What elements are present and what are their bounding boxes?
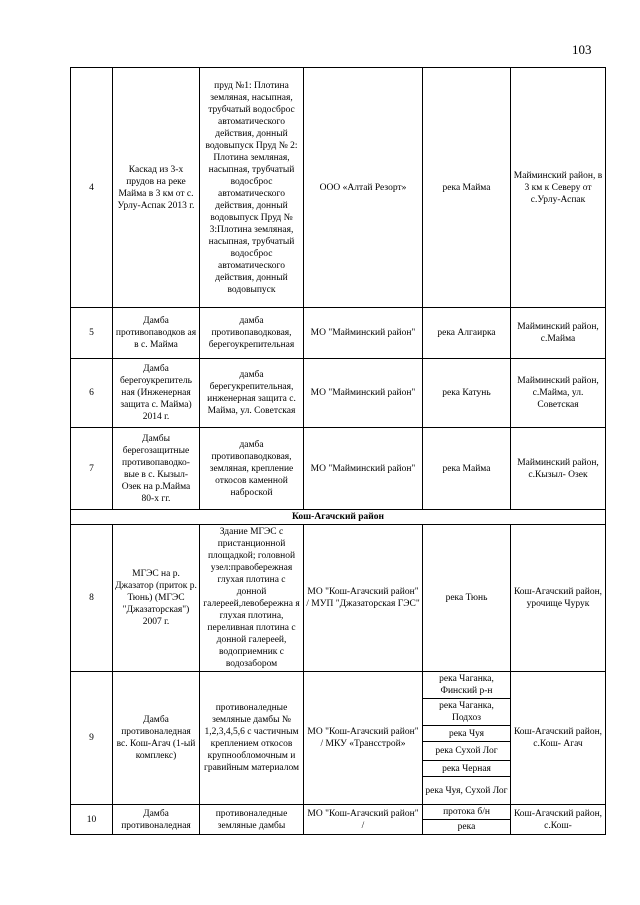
object-owner: МО "Майминский район" [304,428,423,510]
table-row [71,308,606,359]
table-row [71,805,606,820]
region-heading: Кош-Агачский район [71,510,606,525]
river-name: река Катунь [423,359,511,428]
river-name: река Чаганка, Финский р-н [423,672,511,699]
river-name: река Майма [423,428,511,510]
river-name: река Чуя, Сухой Лог [423,777,511,805]
object-location: Майминский район, с.Кызыл- Озек [511,428,606,510]
object-owner: МО "Кош-Агачский район" / МУП "Джазаторская ГЭС" [304,525,423,672]
row-number: 4 [71,68,113,308]
row-number: 8 [71,525,113,672]
object-description: дамба противопаводковая, земляная, крепление откосов каменной наброской [200,428,304,510]
object-description: противоналедные земляные дамбы № 1,2,3,4,5,6 с частичным креплением откосов крупнообломочным и гравийным материалом [200,672,304,805]
object-name: Дамба противоналедная [113,805,200,835]
table-row [71,428,606,510]
row-number: 7 [71,428,113,510]
row-number: 10 [71,805,113,835]
object-location: Майминский район, с.Майма, ул. Советская [511,359,606,428]
object-owner: МО "Кош-Агачский район" / [304,805,423,835]
row-number: 6 [71,359,113,428]
object-description: пруд №1: Плотина земляная, насыпная, трубчатый водосброс автоматического действия, донный водовыпуск Пруд № 2: Плотина земляная, насыпная, трубчатый водосброс автоматического действия, донный водовыпуск Пруд № 3:Плотина земляная, насыпная, трубчатый водосброс автоматического действия, донный водовыпуск [200,68,304,308]
object-owner: МО "Майминский район" [304,359,423,428]
object-name: МГЭС на р. Джазатор (приток р. Тюнь) (МГЭС "Джазаторская") 2007 г. [113,525,200,672]
object-location: Кош-Агачский район, с.Кош- [511,805,606,835]
row-number: 9 [71,672,113,805]
object-name: Дамба противопаводков ая в с. Майма [113,308,200,359]
river-name: река Чаганка, Подхоз [423,699,511,726]
river-name: река [423,820,511,835]
river-name: река Майма [423,68,511,308]
object-location: Кош-Агачский район, с.Кош- Агач [511,672,606,805]
river-name: река Сухой Лог [423,742,511,761]
river-name: река Чуя [423,726,511,742]
object-owner: МО "Майминский район" [304,308,423,359]
river-name: река Алгаирка [423,308,511,359]
object-description: противоналедные земляные дамбы [200,805,304,835]
object-name: Дамба берегоукрепитель ная (Инженерная защита с. Майма) 2014 г. [113,359,200,428]
row-number: 5 [71,308,113,359]
table-row [71,68,606,308]
river-name: река Черная [423,761,511,777]
table-row [71,525,606,672]
object-owner: ООО «Алтай Резорт» [304,68,423,308]
object-name: Дамба противоналедная вс. Кош-Агач (1-ый комплекс) [113,672,200,805]
object-location: Майминский район, с.Майма [511,308,606,359]
river-name: протока б/н [423,805,511,820]
table-row [71,672,606,699]
object-owner: МО "Кош-Агачский район" / МКУ «Трансстрой» [304,672,423,805]
hydraulic-structures-table [70,67,606,835]
region-heading-row [71,510,606,525]
object-name: Дамбы берегозащитные противопаводко- вые в с. Кызыл- Озек на р.Майма 80-х гг. [113,428,200,510]
object-location: Кош-Агачский район, урочище Чурук [511,525,606,672]
table-row [71,359,606,428]
object-name: Каскад из 3-х прудов на реке Майма в 3 км от с. Урлу-Аспак 2013 г. [113,68,200,308]
river-name: река Тюнь [423,525,511,672]
object-description: дамба берегукрепительная, инженерная защита с. Майма, ул. Советская [200,359,304,428]
object-description: дамба противопаводковая, берегоукрепительная [200,308,304,359]
object-location: Майминский район, в 3 км к Северу от с.Урлу-Аспак [511,68,606,308]
page-number: 103 [572,42,592,57]
object-description: Здание МГЭС с пристанционной площадкой; головной узел:правобережная глухая плотина с донной галереей,левобережна я глухая плотина, переливная плотина с донной галереей, водоприемник с водозабором [200,525,304,672]
